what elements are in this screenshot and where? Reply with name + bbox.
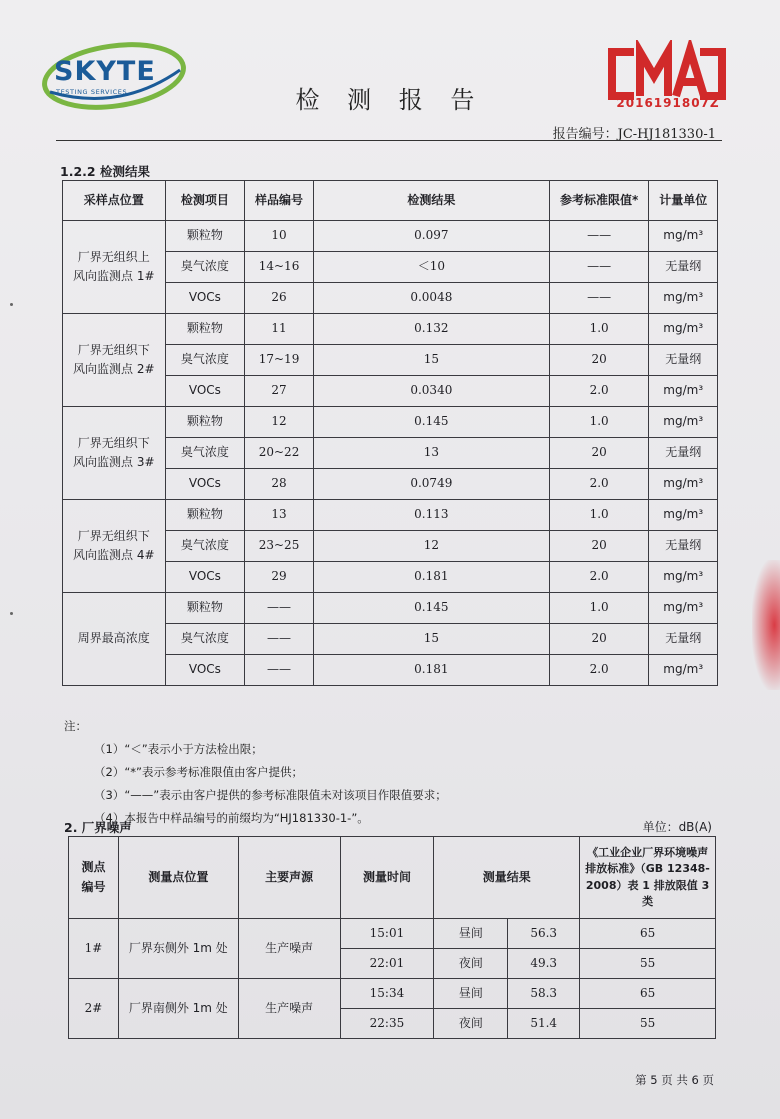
cell-sample: 28 [245,469,314,500]
table-row [69,979,716,1009]
cell-sample: 20~22 [245,438,314,469]
sampling-location: 厂界无组织上风向监测点 1# [63,221,166,314]
cell-period: 夜间 [434,1009,508,1039]
cell-result: 0.181 [313,655,549,686]
cell-sample: 27 [245,376,314,407]
results-header-row [63,181,718,221]
cell-point-no: 2# [69,979,119,1039]
cell-result: 0.0340 [313,376,549,407]
notes-label: 注： [64,719,87,733]
cell-item: 臭气浓度 [165,345,245,376]
cell-result: 0.145 [313,407,549,438]
cell-unit: mg/m³ [649,593,718,624]
cell-sample: 12 [245,407,314,438]
table-row [63,221,718,252]
cell-sample: —— [245,593,314,624]
cell-item: 颗粒物 [165,221,245,252]
cell-result: 13 [313,438,549,469]
noise-table [68,836,716,1039]
cell-item: 臭气浓度 [165,252,245,283]
cell-value: 51.4 [508,1009,580,1039]
table-row [63,500,718,531]
cell-unit: mg/m³ [649,314,718,345]
cell-sample: 26 [245,283,314,314]
results-table [62,180,718,686]
cma-seal-icon [604,40,728,104]
col-header: 采样点位置 [63,181,166,221]
cma-code: 2016191807Z [616,96,720,110]
cell-result: 0.097 [313,221,549,252]
cell-unit: 无量纲 [649,345,718,376]
table-row [63,593,718,624]
cell-limit: 20 [549,624,649,655]
cell-result: 0.132 [313,314,549,345]
cell-limit: 20 [549,345,649,376]
unit-label: 单位：dB(A) [642,820,712,834]
cell-item: 臭气浓度 [165,438,245,469]
note-item: （3）“——”表示由客户提供的参考标准限值未对该项目作限值要求； [94,788,447,802]
cell-item: 颗粒物 [165,314,245,345]
cell-limit: —— [549,283,649,314]
cell-limit: 55 [580,949,716,979]
col-header: 测点编号 [69,837,119,919]
cell-sample: 23~25 [245,531,314,562]
cell-limit: 2.0 [549,376,649,407]
col-header: 主要声源 [238,837,340,919]
cell-value: 49.3 [508,949,580,979]
page-title: 检 测 报 告 [295,86,485,114]
cell-result: ＜10 [313,252,549,283]
cell-limit: 65 [580,919,716,949]
cell-limit: 65 [580,979,716,1009]
cell-point-location: 厂界东侧外 1m 处 [118,919,238,979]
cell-limit: 1.0 [549,500,649,531]
cell-point-location: 厂界南侧外 1m 处 [118,979,238,1039]
note-item: （4）本报告中样品编号的前缀均为“HJ181330-1-”。 [94,811,369,825]
cell-limit: —— [549,252,649,283]
cell-item: 颗粒物 [165,500,245,531]
cell-sample: —— [245,624,314,655]
col-header: 检测结果 [313,181,549,221]
table-row [63,314,718,345]
cell-time: 22:35 [340,1009,434,1039]
cell-result: 0.181 [313,562,549,593]
cell-result: 12 [313,531,549,562]
cell-unit: 无量纲 [649,252,718,283]
cell-point-no: 1# [69,919,119,979]
cell-item: 臭气浓度 [165,531,245,562]
cell-sample: 13 [245,500,314,531]
cell-result: 0.0749 [313,469,549,500]
cell-unit: 无量纲 [649,624,718,655]
header-divider [56,140,722,141]
col-header: 《工业企业厂界环境噪声排放标准》（GB 12348-2008）表 1 排放限值 3 类 [580,837,716,919]
cell-result: 15 [313,345,549,376]
cell-result: 0.113 [313,500,549,531]
notes [64,718,447,833]
cell-time: 22:01 [340,949,434,979]
sampling-location: 厂界无组织下风向监测点 3# [63,407,166,500]
cell-time: 15:34 [340,979,434,1009]
cell-item: 臭气浓度 [165,624,245,655]
cell-unit: mg/m³ [649,655,718,686]
page-footer: 第 5 页 共 6 页 [635,1073,714,1087]
cell-sample: 29 [245,562,314,593]
cell-unit: mg/m³ [649,221,718,252]
cell-item: VOCs [165,562,245,593]
cell-point-source: 生产噪声 [238,919,340,979]
cell-unit: mg/m³ [649,376,718,407]
cell-sample: —— [245,655,314,686]
cell-limit: 20 [549,531,649,562]
cell-unit: mg/m³ [649,469,718,500]
col-header: 参考标准限值* [549,181,649,221]
cell-limit: 55 [580,1009,716,1039]
cell-sample: 17~19 [245,345,314,376]
cell-sample: 11 [245,314,314,345]
cell-result: 15 [313,624,549,655]
cell-result: 0.145 [313,593,549,624]
cell-item: 颗粒物 [165,593,245,624]
red-stain [752,560,780,690]
cell-time: 15:01 [340,919,434,949]
cell-sample: 10 [245,221,314,252]
cell-item: VOCs [165,655,245,686]
cell-unit: mg/m³ [649,562,718,593]
logo-text: SKYTE [54,56,156,87]
cell-unit: 无量纲 [649,438,718,469]
cell-limit: 1.0 [549,407,649,438]
section-title-results: 1.2.2 检测结果 [60,164,150,179]
sampling-location: 周界最高浓度 [63,593,166,686]
col-header: 测量结果 [434,837,580,919]
cell-period: 夜间 [434,949,508,979]
cell-limit: 20 [549,438,649,469]
binding-dot [10,612,13,615]
table-row [69,919,716,949]
col-header: 检测项目 [165,181,245,221]
col-header: 计量单位 [649,181,718,221]
col-header: 测量时间 [340,837,434,919]
note-item: （1）“＜”表示小于方法检出限； [94,742,263,756]
binding-dot [10,303,13,306]
report-number: 报告编号：JC-HJ181330-1 [552,127,716,142]
cell-period: 昼间 [434,919,508,949]
cell-limit: 2.0 [549,562,649,593]
cell-item: VOCs [165,283,245,314]
cell-point-source: 生产噪声 [238,979,340,1039]
cell-value: 58.3 [508,979,580,1009]
table-row [63,407,718,438]
sampling-location: 厂界无组织下风向监测点 2# [63,314,166,407]
cell-limit: 1.0 [549,314,649,345]
sampling-location: 厂界无组织下风向监测点 4# [63,500,166,593]
cell-item: 颗粒物 [165,407,245,438]
cell-unit: mg/m³ [649,500,718,531]
cell-limit: 2.0 [549,655,649,686]
cell-sample: 14~16 [245,252,314,283]
cell-unit: mg/m³ [649,283,718,314]
cell-result: 0.0048 [313,283,549,314]
cell-unit: 无量纲 [649,531,718,562]
noise-header-row [69,837,716,919]
cell-item: VOCs [165,376,245,407]
cell-period: 昼间 [434,979,508,1009]
cell-value: 56.3 [508,919,580,949]
note-item: （2）“*”表示参考标准限值由客户提供； [94,765,303,779]
cell-limit: —— [549,221,649,252]
cell-unit: mg/m³ [649,407,718,438]
logo-subtitle: TESTING SERVICES [56,88,128,96]
cell-limit: 2.0 [549,469,649,500]
col-header: 样品编号 [245,181,314,221]
cell-item: VOCs [165,469,245,500]
col-header: 测量点位置 [118,837,238,919]
section-title-noise: 2. 厂界噪声 [64,820,132,835]
cell-limit: 1.0 [549,593,649,624]
